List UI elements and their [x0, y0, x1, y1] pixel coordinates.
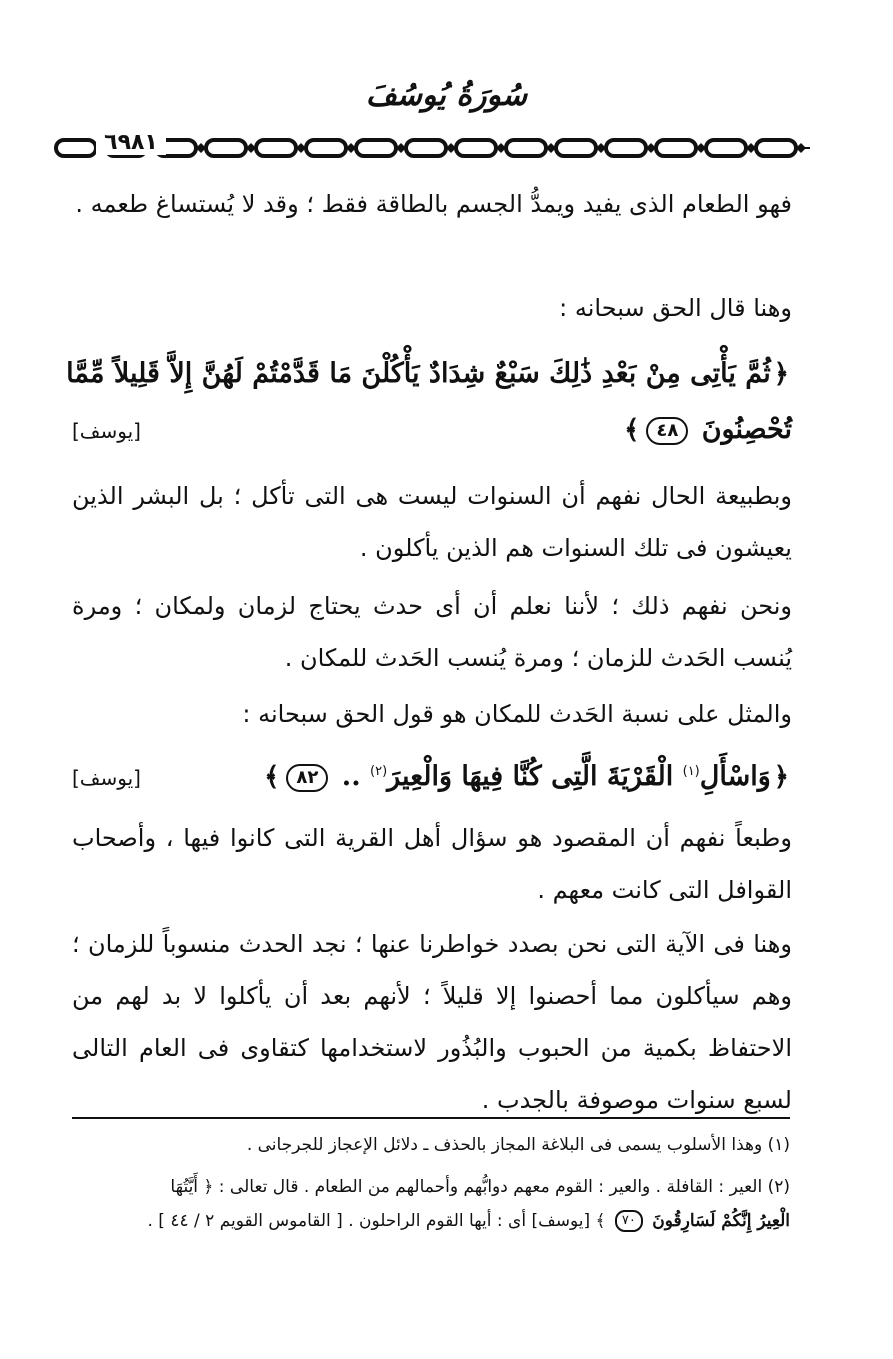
verse-line-2 — [72, 402, 792, 459]
footnote-2 — [72, 1170, 790, 1238]
paragraph-4: ونحن نفهم ذلك ؛ لأننا نعلم أن أى حدث يحتاج لزمان ولمكان ؛ ومرة يُنسب الحَدث للزمان ؛ ومرة يُنسب الحَدث للمكان . — [72, 592, 792, 672]
ornament-chain — [52, 128, 814, 168]
ornament-link — [256, 140, 296, 156]
open-bracket: ﴿ — [773, 762, 789, 792]
footnote-2-text: (٢) العير : القافلة . والعير : القوم معهم دوابُّهم وأحمالهم من الطعام . قال تعالى : ﴿ أَيَّتُهَا — [170, 1177, 790, 1197]
footnote-ayah-badge: ٧٠ — [615, 1210, 643, 1232]
close-bracket: ﴾ — [264, 762, 280, 792]
verse-line — [72, 744, 792, 806]
verse-text: ثُمَّ يَأْتِى مِنْ بَعْدِ ذَٰلِكَ سَبْعٌ شِدَادٌ يَأْكُلْنَ مَا قَدَّمْتُمْ لَهُنَّ إِلاَّ قَلِيلاً مِّمَّا — [66, 358, 771, 389]
surah-reference: [يوسف] — [72, 766, 141, 790]
ornament-link — [706, 140, 746, 156]
ornament-link — [556, 140, 596, 156]
footnote-2-verse: الْعِيرُ إِنَّكُمْ لَسَارِقُونَ — [652, 1211, 790, 1231]
verse-line-1 — [66, 346, 792, 402]
paragraph-6: وطبعاً نفهم أن المقصود هو سؤال أهل القرية التى كانوا فيها ، وأصحاب القوافل التى كانت معهم . — [72, 824, 792, 904]
surah-title: سُورَةُ يُوسُفَ — [365, 78, 528, 113]
ornament-diamond — [796, 143, 806, 153]
paragraph-3: وبطبيعة الحال نفهم أن السنوات ليست هى التى تأكل ؛ بل البشر الذين يعيشون فى تلك السنوات هم الذين يأكلون . — [72, 482, 792, 562]
paragraph-7: وهنا فى الآية التى نحن بصدد خواطرنا عنها ؛ نجد الحدث منسوباً للزمان ؛ وهم سيأكلون مما أحصنوا إلا قليلاً ؛ لأنهم بعد أن يأكلوا لا بد لهم من الاحتفاظ بكمية من الحبوب والبُذُور لاستخدامها كتقاوى فى العام التالى لسبع سنوات موصوفة بالجدب . — [72, 930, 792, 1114]
footnote-2-rest: ﴾ [يوسف] أى : أيها القوم الراحلون . [ القاموس القويم ٢ / ٤٤ ] . — [147, 1211, 606, 1231]
ornament-link — [456, 140, 496, 156]
footnote-marker-2: (٢) — [370, 764, 388, 779]
ornament-link — [406, 140, 446, 156]
quran-verse-82 — [72, 744, 792, 806]
verse-text-line-2 — [621, 402, 792, 458]
ornament-link — [656, 140, 696, 156]
paragraph-2: وهنا قال الحق سبحانه : — [559, 294, 792, 322]
ornamental-header-band — [52, 128, 814, 168]
ayah-number-badge: ٤٨ — [646, 417, 688, 445]
ornament-link — [606, 140, 646, 156]
footnote-1: (١) وهذا الأسلوب يسمى فى البلاغة المجاز بالحذف ـ دلائل الإعجاز للجرجانى . — [246, 1135, 790, 1155]
ornament-link — [306, 140, 346, 156]
verse-text: تُحْصِنُونَ — [701, 414, 792, 445]
page-number: ٦٩٨١ — [96, 130, 166, 155]
verse-text-line-1 — [66, 346, 792, 402]
close-bracket: ﴾ — [624, 415, 640, 445]
open-bracket: ﴿ — [773, 359, 789, 389]
ornament-link — [356, 140, 396, 156]
verse-word: وَاسْأَلِ — [699, 761, 771, 792]
ornament-link — [506, 140, 546, 156]
ornament-link — [56, 140, 96, 156]
surah-reference: [يوسف] — [72, 419, 141, 443]
footnote-divider — [72, 1117, 790, 1119]
paragraph-1: فهو الطعام الذى يفيد ويمدُّ الجسم بالطاقة فقط ؛ وقد لا يُستساغ طعمه . — [75, 190, 792, 218]
quran-verse-48 — [66, 346, 792, 459]
footnote-marker-1: (١) — [682, 764, 700, 779]
paragraph-5: والمثل على نسبة الحَدث للمكان هو قول الحق سبحانه : — [242, 700, 792, 728]
verse-text-line — [261, 744, 792, 805]
verse-text: الْقَرْيَةَ الَّتِى كُنَّا فِيهَا وَالْعِيرَ — [387, 761, 674, 792]
verse-dots: .. — [341, 761, 361, 792]
ayah-number-badge: ٨٢ — [286, 764, 328, 792]
ornament-link — [206, 140, 246, 156]
ornament-link — [756, 140, 796, 156]
